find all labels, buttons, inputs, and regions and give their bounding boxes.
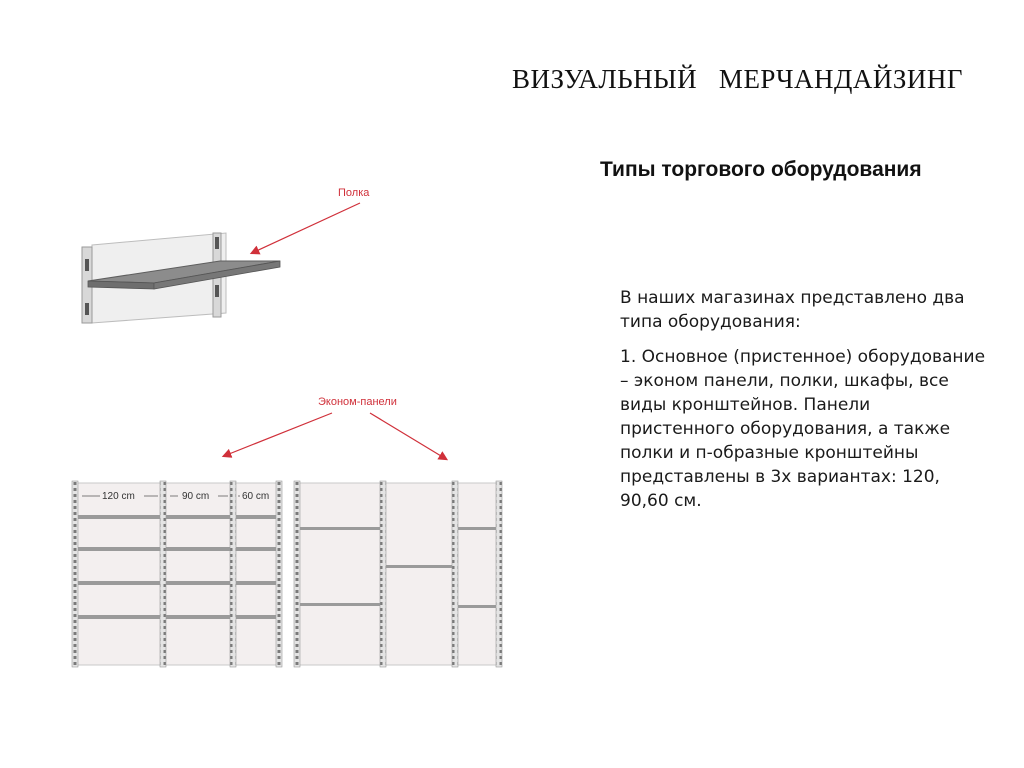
shelf-row — [78, 615, 160, 619]
panels-callout-arrow-left — [224, 413, 332, 456]
section-subtitle: Типы торгового оборудования — [600, 158, 922, 181]
shelf-row — [236, 615, 276, 619]
upright — [160, 481, 166, 667]
shelf-row — [166, 615, 230, 619]
shelf-slot-icon — [215, 237, 219, 249]
shelf-row — [166, 515, 230, 519]
dim-label-90: 90 cm — [182, 491, 210, 502]
shelf-callout-label: Полка — [338, 187, 370, 199]
shelf-diagram — [82, 187, 370, 323]
equipment-illustration — [60, 175, 510, 680]
shelf-callout-arrow — [252, 203, 360, 253]
panels-callout-label: Эконом-панели — [318, 396, 397, 408]
panels-callout-arrow-right — [370, 413, 446, 459]
shelf-row — [236, 547, 276, 551]
dim-label-60: 60 cm — [242, 491, 270, 502]
shelf-row — [78, 515, 160, 519]
panel-joint — [300, 527, 380, 530]
shelf-row — [236, 581, 276, 585]
shelf-row — [78, 581, 160, 585]
panel-wall-with-shelves — [72, 481, 282, 667]
shelf-slot-icon — [85, 259, 89, 271]
panel-joint — [458, 527, 496, 530]
panel-joint — [300, 603, 380, 606]
paragraph-intro: В наших магазинах представлено два типа оборудования: — [620, 288, 965, 332]
dim-label-120: 120 cm — [102, 491, 135, 502]
paragraph-equipment: 1. Основное (пристенное) оборудование – эконом панели, полки, шкафы, все виды кронштейнов. Панели пристенного оборудования, а также полки и п-образные кронштейны представлены в 3х вариантах: 120, 90,60 см. — [620, 347, 986, 511]
upright — [72, 481, 78, 667]
upright — [230, 481, 236, 667]
shelf-slot-icon — [215, 285, 219, 297]
description-text — [620, 286, 990, 524]
panel-joint — [386, 565, 452, 568]
page-header-title: ВИЗУАЛЬНЫЙ МЕРЧАНДАЙЗИНГ — [512, 64, 964, 94]
upright — [452, 481, 458, 667]
panel-joint — [458, 605, 496, 608]
shelf-row — [166, 581, 230, 585]
econom-panels-diagram — [72, 396, 502, 667]
upright — [380, 481, 386, 667]
upright — [276, 481, 282, 667]
panel-wall-plain — [294, 481, 502, 667]
wall-background — [296, 483, 500, 665]
shelf-slot-icon — [85, 303, 89, 315]
wall-background — [74, 483, 280, 665]
shelf-row — [166, 547, 230, 551]
shelf-row — [78, 547, 160, 551]
shelf-row — [236, 515, 276, 519]
upright — [496, 481, 502, 667]
upright — [294, 481, 300, 667]
